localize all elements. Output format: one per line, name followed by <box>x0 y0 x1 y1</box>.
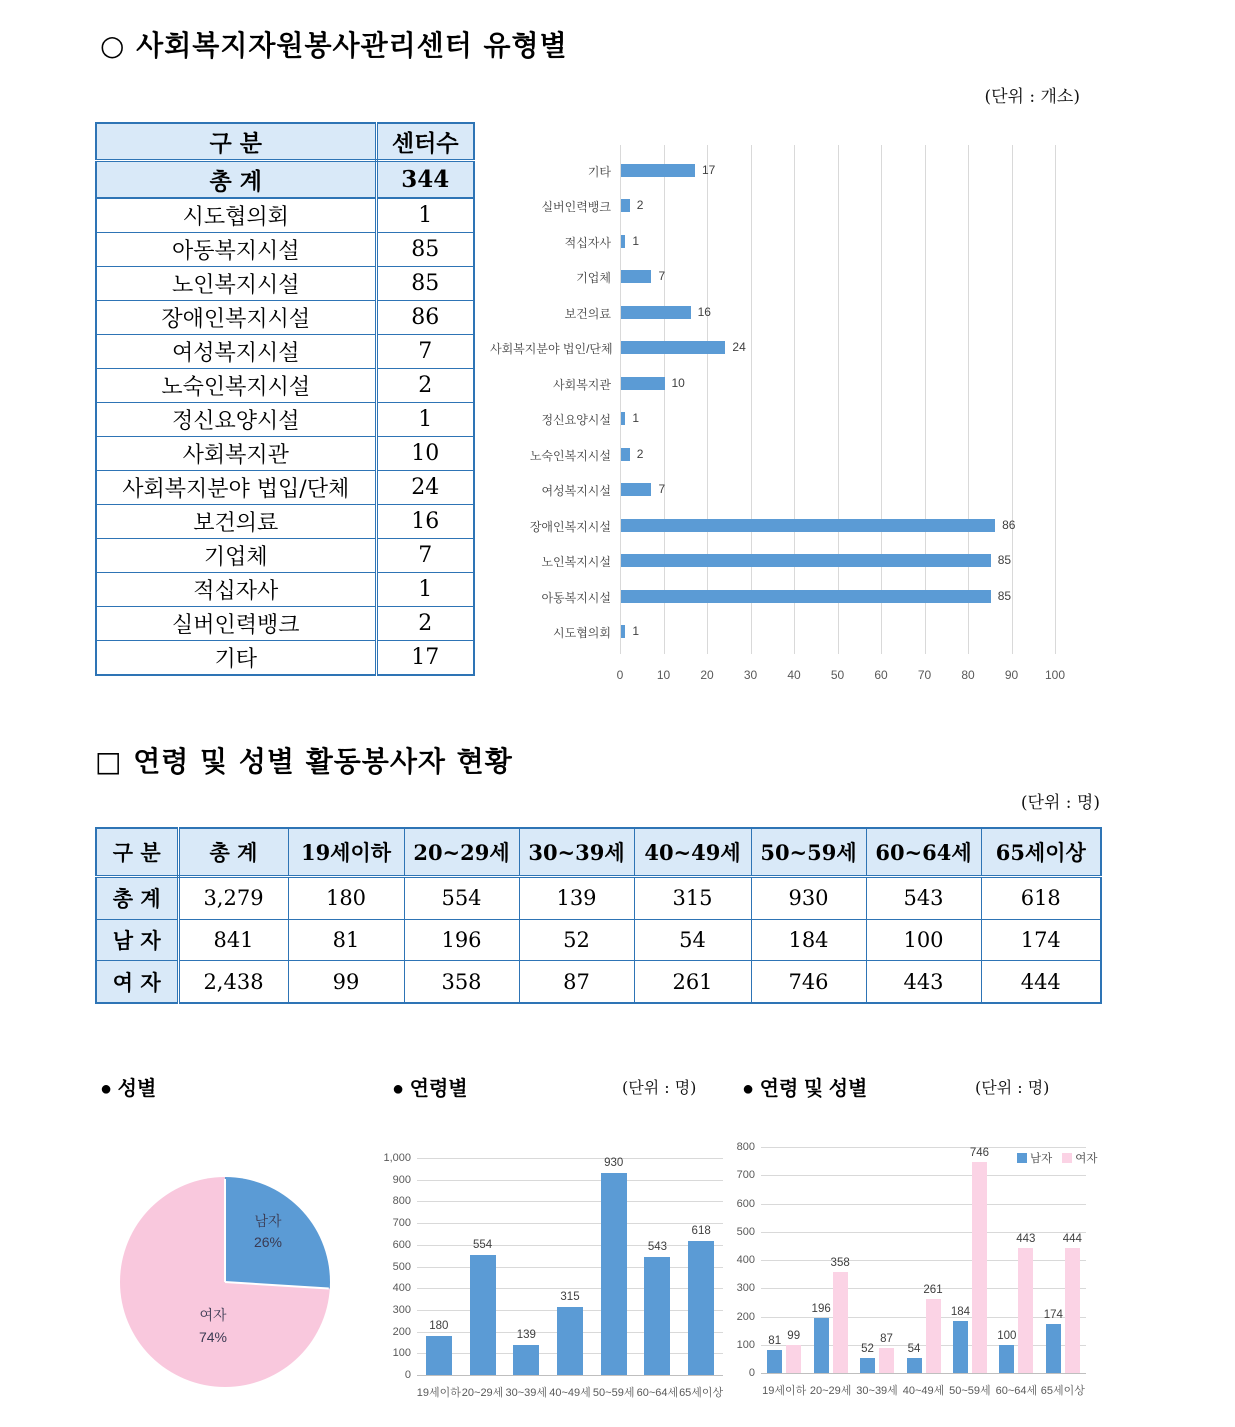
table-cell: 3,279 <box>178 877 288 920</box>
table-cell: 841 <box>178 919 288 960</box>
table-cell: 139 <box>519 877 634 920</box>
table-cell: 81 <box>288 919 404 960</box>
chart-gridline <box>1055 145 1056 654</box>
table-cell: 정신요양시설 <box>96 403 376 437</box>
pie-value-female: 74% <box>198 1329 228 1345</box>
center-type-bar-chart <box>490 133 1115 708</box>
gender-pie-chart <box>120 1177 332 1389</box>
bar-value-label: 358 <box>830 1256 850 1269</box>
table-header-cell: 20~29세 <box>404 828 519 877</box>
y-axis-tick-label: 200 <box>736 1310 755 1323</box>
category-label: 사회복지분야 법인/단체 <box>490 342 613 357</box>
table-row <box>96 198 474 233</box>
y-axis-tick-label: 0 <box>748 1367 755 1379</box>
bar-male <box>860 1358 875 1373</box>
table-cell: 1 <box>376 198 474 233</box>
y-axis-tick-label: 900 <box>392 1173 411 1186</box>
category-label: 실버인력뱅크 <box>541 200 611 215</box>
pie-separator <box>224 1179 226 1282</box>
bar-value-label: 1 <box>632 233 640 248</box>
bar-value-label: 315 <box>560 1290 580 1303</box>
bar-value-label: 930 <box>604 1157 624 1170</box>
table-cell: 180 <box>288 877 404 920</box>
bar-value-label: 184 <box>950 1306 971 1319</box>
bar-value-label: 52 <box>861 1343 874 1356</box>
table-cell: 1 <box>376 573 474 607</box>
table-cell: 554 <box>404 877 519 920</box>
x-axis-tick-label: 90 <box>1004 668 1019 682</box>
bar <box>470 1255 496 1375</box>
table-cell: 99 <box>288 961 404 1003</box>
table-header-row <box>96 828 1101 877</box>
bar-value-label: 1 <box>632 624 640 639</box>
bar-female <box>972 1162 987 1373</box>
table-row <box>96 335 474 369</box>
table-row <box>96 471 474 505</box>
section2-unit-label: (단위 : 명) <box>1020 793 1100 813</box>
table-cell: 196 <box>404 919 519 960</box>
chart-gridline <box>417 1267 723 1268</box>
x-axis-tick-label: 0 <box>616 668 624 682</box>
chart-gridline <box>881 145 882 654</box>
table-header-cell: 19세이하 <box>288 828 404 877</box>
y-axis-tick-label: 1,000 <box>383 1152 411 1164</box>
section2-title: □ 연령 및 성별 활동봉사자 현황 <box>95 745 513 778</box>
category-label: 65세이상 <box>679 1387 724 1399</box>
table-cell: 여성복지시설 <box>96 335 376 369</box>
chart-legend <box>1017 1150 1097 1166</box>
bar-value-label: 81 <box>768 1335 782 1348</box>
table-cell: 사회복지관 <box>96 437 376 471</box>
chart-gridline <box>761 1260 1086 1261</box>
table-cell: 2 <box>376 607 474 641</box>
category-label: 20~29세 <box>809 1385 852 1397</box>
table-row <box>96 505 474 539</box>
table-cell: 24 <box>376 471 474 505</box>
category-label: 20~29세 <box>461 1387 504 1399</box>
bar-male <box>767 1350 782 1373</box>
pie-label-female: 여자 <box>199 1307 227 1323</box>
x-axis-tick-label: 40 <box>787 668 801 682</box>
table-row <box>96 877 1101 920</box>
table-cell: 7 <box>376 539 474 573</box>
bar <box>621 341 725 354</box>
y-axis-tick-label: 300 <box>736 1282 755 1295</box>
table-cell: 100 <box>866 919 981 960</box>
table-cell: 543 <box>866 877 981 920</box>
category-label: 60~64세 <box>995 1385 1038 1397</box>
table-cell: 7 <box>376 335 474 369</box>
table-cell: 적십자사 <box>96 573 376 607</box>
bar-value-label: 543 <box>647 1241 668 1254</box>
bar-male <box>1046 1324 1061 1373</box>
y-axis-tick-label: 500 <box>736 1225 755 1238</box>
bar-female <box>833 1272 848 1373</box>
bar-value-label: 99 <box>787 1330 801 1343</box>
table-cell: 52 <box>519 919 634 960</box>
x-axis-tick-label: 70 <box>917 668 932 682</box>
y-axis-tick-label: 400 <box>392 1282 411 1295</box>
bar <box>621 412 625 425</box>
category-label: 정신요양시설 <box>541 413 611 428</box>
chart-gridline <box>751 145 752 654</box>
section1-unit-label: (단위 : 개소) <box>984 87 1080 107</box>
bar <box>621 554 991 567</box>
category-label: 19세이하 <box>762 1385 807 1397</box>
bar <box>688 1241 714 1375</box>
table-row <box>96 233 474 267</box>
bar-value-label: 1 <box>632 411 640 426</box>
table-total-row <box>96 161 474 199</box>
table-header-cell: 40~49세 <box>634 828 751 877</box>
chart-gridline <box>1012 145 1013 654</box>
y-axis-tick-label: 200 <box>392 1325 411 1338</box>
category-label: 사회복지관 <box>553 377 611 392</box>
category-label: 65세이상 <box>1040 1385 1085 1397</box>
table-cell: 85 <box>376 267 474 301</box>
category-label: 19세이하 <box>416 1387 461 1399</box>
table-row-header: 여 자 <box>96 961 178 1003</box>
category-label: 60~64세 <box>636 1387 679 1399</box>
category-label: 40~49세 <box>549 1387 591 1399</box>
y-axis-tick-label: 300 <box>392 1303 411 1316</box>
chart-gridline <box>707 145 708 654</box>
bar-value-label: 618 <box>691 1224 711 1237</box>
category-label: 기타 <box>587 164 611 179</box>
bar-female <box>1018 1248 1033 1373</box>
category-label: 50~59세 <box>592 1387 635 1399</box>
table-row <box>96 301 474 335</box>
bar <box>621 519 995 532</box>
bar <box>621 199 630 212</box>
table-cell: 86 <box>376 301 474 335</box>
y-axis-tick-label: 0 <box>404 1369 411 1381</box>
table-cell: 시도협의회 <box>96 198 376 233</box>
bar <box>621 270 651 283</box>
table-cell: 184 <box>751 919 866 960</box>
table-cell: 930 <box>751 877 866 920</box>
table-cell: 노인복지시설 <box>96 267 376 301</box>
bar-value-label: 86 <box>1002 517 1016 532</box>
x-axis-tick-label: 100 <box>1044 668 1066 682</box>
x-axis-tick-label: 20 <box>700 668 714 682</box>
table-cell: 10 <box>376 437 474 471</box>
table-cell: 17 <box>376 640 474 675</box>
bar <box>621 306 691 319</box>
table-cell: 사회복지분야 법입/단체 <box>96 471 376 505</box>
age-gender-table <box>95 827 1102 1004</box>
table-row <box>96 437 474 471</box>
bar <box>513 1345 539 1375</box>
pie-value-male: 26% <box>253 1234 283 1250</box>
chart-gridline <box>761 1175 1086 1176</box>
table-cell: 444 <box>981 961 1101 1003</box>
table-row <box>96 961 1101 1003</box>
table-cell: 261 <box>634 961 751 1003</box>
age-bar-chart <box>383 1140 725 1415</box>
table-header-cell: 65세이상 <box>981 828 1101 877</box>
table-header-cell: 센터수 <box>376 123 474 161</box>
table-row <box>96 403 474 437</box>
bar-value-label: 54 <box>907 1342 921 1355</box>
bar <box>621 590 991 603</box>
table-cell: 746 <box>751 961 866 1003</box>
bar-value-label: 196 <box>811 1302 831 1315</box>
category-label: 장애인복지시설 <box>529 519 611 534</box>
bar-value-label: 85 <box>997 553 1012 568</box>
age-gender-grouped-bar-chart <box>733 1128 1105 1413</box>
bar-value-label: 7 <box>658 269 666 284</box>
chart-gridline <box>761 1204 1086 1205</box>
table-row <box>96 369 474 403</box>
table-row <box>96 607 474 641</box>
y-axis-tick-label: 100 <box>392 1347 411 1360</box>
chart-gridline <box>794 145 795 654</box>
y-axis-tick-label: 100 <box>736 1338 755 1351</box>
bar <box>601 1173 627 1375</box>
category-label: 적십자사 <box>564 235 611 250</box>
bar-value-label: 261 <box>923 1284 943 1297</box>
table-cell: 315 <box>634 877 751 920</box>
table-cell: 1 <box>376 403 474 437</box>
legend-swatch-icon <box>1062 1153 1072 1163</box>
legend-item: 여자 <box>1062 1150 1097 1166</box>
table-header-cell: 구 분 <box>96 123 376 161</box>
category-label: 보건의료 <box>564 306 611 321</box>
x-axis-tick-label: 10 <box>656 668 671 682</box>
x-axis-tick-label: 60 <box>874 668 888 682</box>
bar-value-label: 17 <box>701 162 716 177</box>
center-type-table <box>95 122 475 676</box>
bar-value-label: 746 <box>969 1147 990 1160</box>
pie-chart-title: ● 성별 <box>100 1078 157 1100</box>
bar <box>621 483 651 496</box>
chart-gridline <box>620 145 621 654</box>
table-cell: 85 <box>376 233 474 267</box>
bar-value-label: 444 <box>1062 1232 1082 1245</box>
table-cell: 2,438 <box>178 961 288 1003</box>
table-row-header: 남 자 <box>96 919 178 960</box>
table-row-header: 총 계 <box>96 877 178 920</box>
bar-male <box>814 1318 829 1373</box>
table-cell: 443 <box>866 961 981 1003</box>
y-axis-tick-label: 600 <box>736 1197 755 1210</box>
bar <box>557 1307 583 1375</box>
table-row <box>96 267 474 301</box>
bar-female <box>1065 1248 1080 1373</box>
bar <box>621 377 665 390</box>
y-axis-tick-label: 600 <box>392 1238 411 1251</box>
table-cell: 총 계 <box>96 161 376 199</box>
bar-value-label: 10 <box>671 375 685 390</box>
y-axis-tick-label: 700 <box>736 1169 755 1182</box>
table-row <box>96 919 1101 960</box>
bar-value-label: 85 <box>997 588 1012 603</box>
grouped-chart-unit-label: (단위 : 명) <box>975 1078 1050 1097</box>
table-cell: 아동복지시설 <box>96 233 376 267</box>
section1-title: ○ 사회복지자원봉사관리센터 유형별 <box>100 29 568 62</box>
y-axis-tick-label: 800 <box>392 1195 411 1208</box>
y-axis-tick-label: 400 <box>736 1254 755 1266</box>
bar <box>644 1257 670 1375</box>
table-header-cell: 30~39세 <box>519 828 634 877</box>
bar <box>621 448 630 461</box>
bar-value-label: 100 <box>997 1329 1017 1342</box>
y-axis-tick-label: 800 <box>736 1141 755 1153</box>
table-cell: 2 <box>376 369 474 403</box>
legend-item: 남자 <box>1017 1150 1052 1166</box>
table-row <box>96 573 474 607</box>
category-label: 40~49세 <box>902 1385 945 1397</box>
bar <box>426 1336 452 1375</box>
table-cell: 344 <box>376 161 474 199</box>
bar-value-label: 87 <box>880 1333 893 1346</box>
table-cell: 87 <box>519 961 634 1003</box>
table-cell: 실버인력뱅크 <box>96 607 376 641</box>
x-axis-tick-label: 50 <box>830 668 845 682</box>
age-chart-unit-label: (단위 : 명) <box>622 1078 697 1097</box>
category-label: 여성복지시설 <box>541 484 611 499</box>
chart-gridline <box>417 1158 723 1159</box>
bar-female <box>786 1345 801 1373</box>
bar-female <box>879 1348 894 1373</box>
category-label: 아동복지시설 <box>541 590 611 605</box>
table-cell: 358 <box>404 961 519 1003</box>
bar-female <box>926 1299 941 1373</box>
chart-gridline <box>664 145 665 654</box>
bar-value-label: 2 <box>636 446 644 461</box>
bar-value-label: 2 <box>636 198 644 213</box>
bar <box>621 235 625 248</box>
table-header-cell: 60~64세 <box>866 828 981 877</box>
bar <box>621 164 695 177</box>
age-chart-title: ● 연령별 <box>392 1078 468 1100</box>
legend-swatch-icon <box>1017 1153 1027 1163</box>
category-label: 노인복지시설 <box>541 555 611 570</box>
bar-value-label: 24 <box>732 340 746 355</box>
bar-value-label: 7 <box>658 482 666 497</box>
table-cell: 장애인복지시설 <box>96 301 376 335</box>
category-label: 30~39세 <box>505 1387 548 1399</box>
chart-gridline <box>417 1288 723 1289</box>
table-header-cell: 총 계 <box>178 828 288 877</box>
bar-value-label: 443 <box>1016 1232 1036 1245</box>
table-cell: 노숙인복지시설 <box>96 369 376 403</box>
chart-gridline <box>761 1147 1086 1148</box>
bar <box>621 625 625 638</box>
bar-value-label: 180 <box>429 1319 449 1332</box>
category-label: 기업체 <box>576 271 611 286</box>
grouped-chart-title: ● 연령 및 성별 <box>742 1078 868 1100</box>
bar-value-label: 16 <box>697 304 711 319</box>
table-row <box>96 640 474 675</box>
x-axis-tick-label: 30 <box>743 668 758 682</box>
chart-gridline <box>925 145 926 654</box>
chart-gridline <box>968 145 969 654</box>
chart-gridline <box>417 1180 723 1181</box>
table-header-row <box>96 123 474 161</box>
chart-gridline <box>761 1373 1086 1374</box>
table-cell: 174 <box>981 919 1101 960</box>
x-axis-tick-label: 80 <box>961 668 975 682</box>
pie-label-male: 남자 <box>254 1213 282 1229</box>
table-cell: 기타 <box>96 640 376 675</box>
table-row <box>96 539 474 573</box>
table-cell: 618 <box>981 877 1101 920</box>
chart-gridline <box>417 1201 723 1202</box>
category-label: 시도협의회 <box>553 626 611 641</box>
bar-male <box>907 1358 922 1373</box>
category-label: 50~59세 <box>949 1385 991 1397</box>
category-label: 노숙인복지시설 <box>529 448 611 463</box>
y-axis-tick-label: 500 <box>392 1260 411 1273</box>
bar-value-label: 139 <box>516 1328 536 1341</box>
table-cell: 16 <box>376 505 474 539</box>
category-label: 30~39세 <box>856 1385 898 1397</box>
bar-male <box>953 1321 968 1373</box>
chart-gridline <box>838 145 839 654</box>
table-cell: 기업체 <box>96 539 376 573</box>
bar-male <box>999 1345 1014 1373</box>
bar-value-label: 174 <box>1043 1308 1063 1321</box>
table-header-cell: 구 분 <box>96 828 178 877</box>
chart-gridline <box>417 1375 723 1376</box>
table-cell: 보건의료 <box>96 505 376 539</box>
y-axis-tick-label: 700 <box>392 1217 411 1230</box>
bar-value-label: 554 <box>472 1238 493 1251</box>
table-cell: 54 <box>634 919 751 960</box>
table-header-cell: 50~59세 <box>751 828 866 877</box>
